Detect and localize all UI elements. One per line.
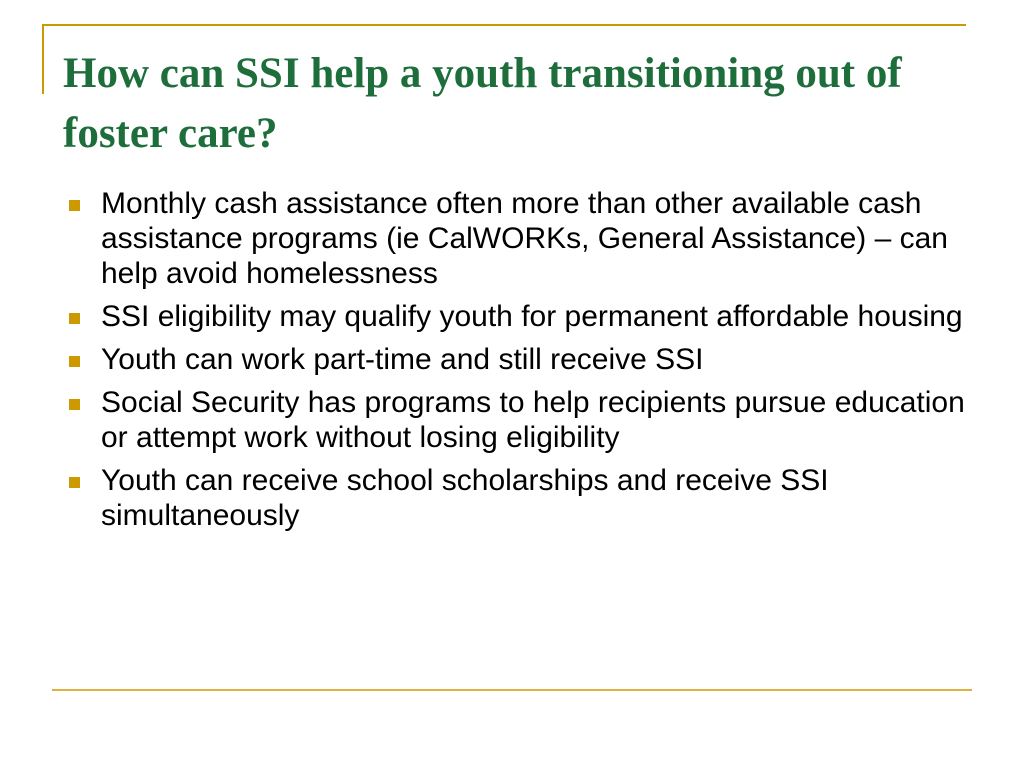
bullet-item [60,186,980,291]
bullet-list [60,186,980,541]
bullet-item [60,299,980,334]
square-bullet-icon [69,356,80,367]
bullet-text: Youth can work part-time and still receive SSI [101,343,704,376]
bullet-item [60,342,980,377]
title-accent-vertical-line [42,24,44,94]
square-bullet-icon [69,313,80,324]
bullet-text: Youth can receive school scholarships and receive SSI simultaneously [101,464,829,532]
title-accent-top-line [42,24,966,26]
square-bullet-icon [69,477,80,488]
bullet-text: Social Security has programs to help recipients pursue education or attempt work without losing eligibility [101,386,965,454]
slide-title: How can SSI help a youth transitioning out of foster care? [63,50,902,157]
square-bullet-icon [69,399,80,410]
bullet-item [60,385,980,455]
bullet-text: SSI eligibility may qualify youth for permanent affordable housing [101,300,963,333]
bullet-item [60,463,980,533]
bullet-text: Monthly cash assistance often more than other available cash assistance programs (ie CalWORKs, General Assistance) – can help avoid homelessness [101,187,948,290]
footer-divider-line [52,689,972,691]
square-bullet-icon [69,200,80,211]
